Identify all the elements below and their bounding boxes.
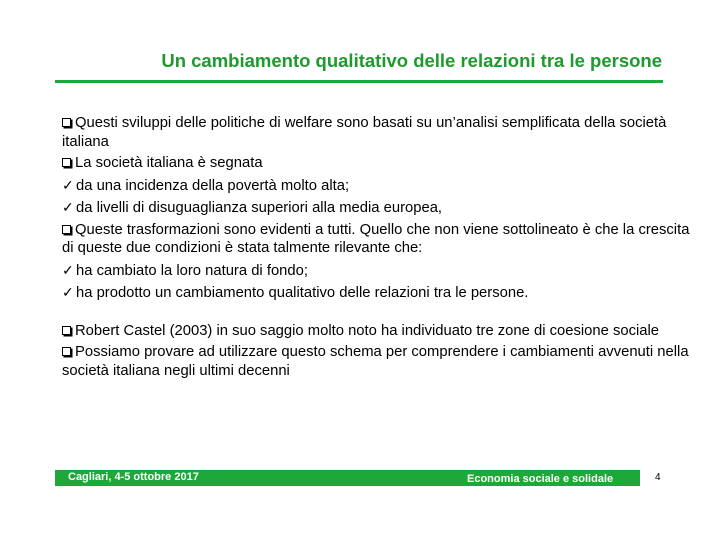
bullet-text: ha cambiato la loro natura di fondo;: [76, 262, 308, 279]
checkmark-icon: ✓: [62, 261, 74, 278]
bullet-text: Robert Castel (2003) in suo saggio molto noto ha individuato tre zone di coesione sociale: [75, 322, 660, 339]
bullet-text: Questi sviluppi delle politiche di welfare sono basati su un’analisi semplificata della società italiana: [62, 115, 667, 150]
title-underline: [55, 80, 663, 83]
box-bullet-icon: [62, 118, 71, 127]
box-bullet-icon: [62, 158, 71, 167]
checkmark-icon: ✓: [62, 176, 74, 193]
list-item: [62, 154, 692, 173]
list-item: [62, 261, 692, 281]
list-item: [62, 322, 692, 341]
list-item: [62, 176, 692, 196]
bullet-text: da una incidenza della povertà molto alta;: [76, 177, 350, 194]
slide-title: Un cambiamento qualitativo delle relazioni tra le persone: [161, 50, 662, 71]
checkmark-icon: ✓: [62, 284, 74, 300]
bullet-list: [62, 114, 692, 383]
bullet-text: ha prodotto un cambiamento qualitativo delle relazioni tra le persone.: [76, 285, 529, 301]
box-bullet-icon: [62, 225, 71, 234]
bullet-text: Possiamo provare ad utilizzare questo schema per comprendere i cambiamenti avvenuti nella società italiana negli ultimi decenni: [62, 344, 689, 379]
box-bullet-icon: [62, 347, 71, 356]
list-item: [62, 283, 692, 303]
bullet-text: da livelli di disuguaglianza superiori alla media europea,: [76, 200, 443, 216]
bullet-text: La società italiana è segnata: [75, 155, 263, 171]
list-item: [62, 221, 692, 258]
footer-location-date: Cagliari, 4-5 ottobre 2017: [68, 471, 199, 483]
list-item: [62, 198, 692, 218]
list-item: [62, 114, 692, 151]
list-item: [62, 343, 692, 380]
box-bullet-icon: [62, 326, 71, 335]
bullet-text: Queste trasformazioni sono evidenti a tutti. Quello che non viene sottolineato è che la crescita di queste due condizioni è stata talmente rilevante che:: [62, 221, 690, 256]
checkmark-icon: ✓: [62, 199, 74, 215]
footer-course-title: Economia sociale e solidale: [467, 473, 614, 485]
page-number: 4: [655, 472, 661, 483]
